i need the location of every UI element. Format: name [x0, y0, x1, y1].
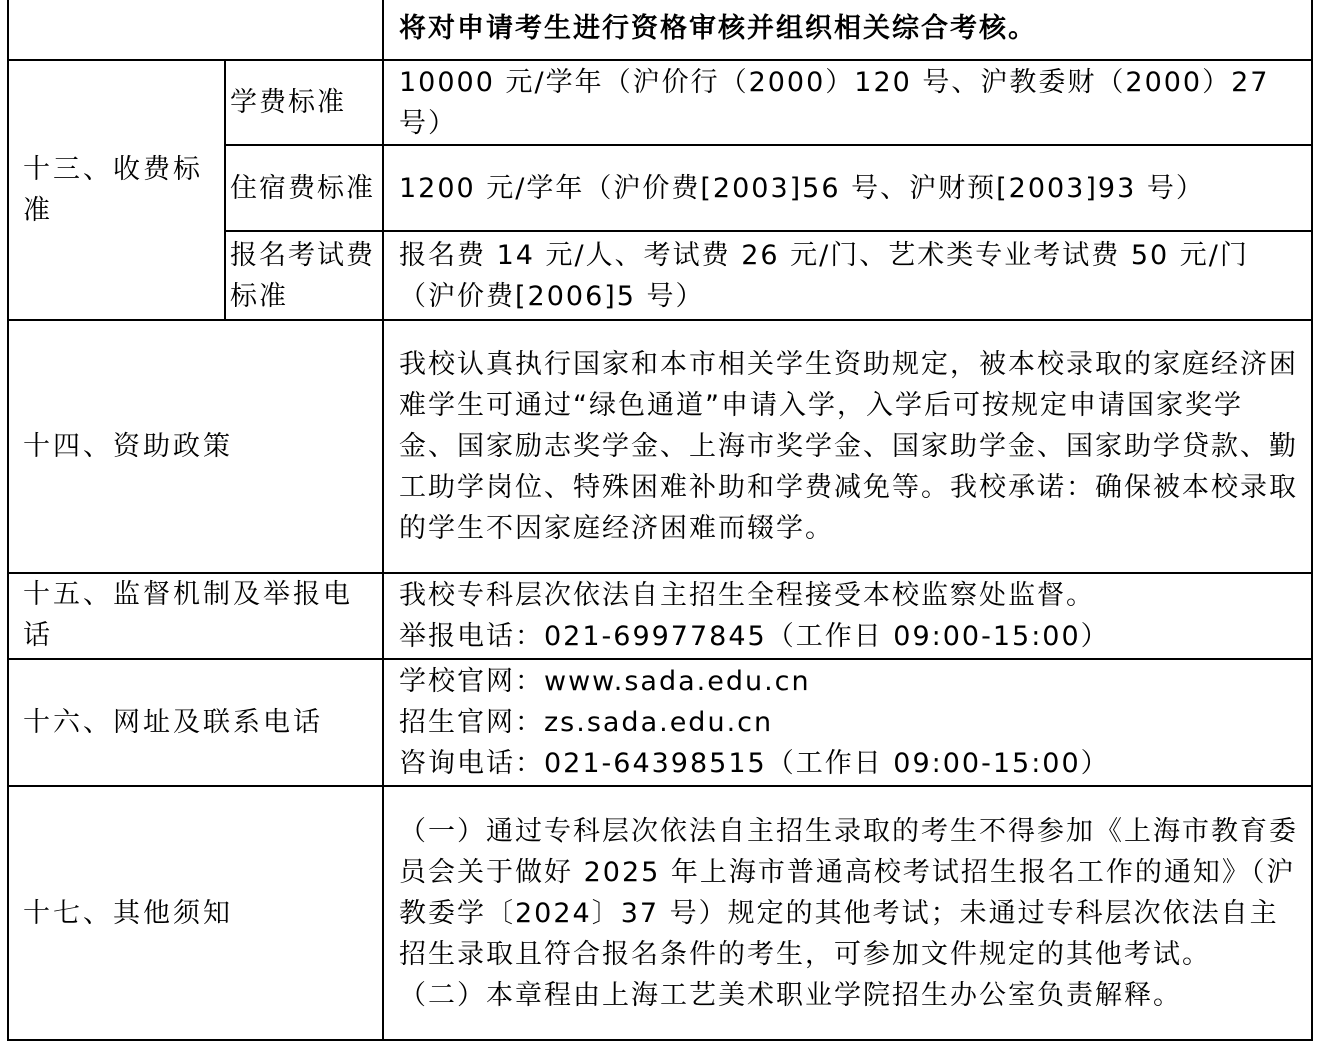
- table-row-contact: [8, 659, 1312, 786]
- housing-text: 1200 元/学年（沪价费[2003]56 号、沪财预[2003]93 号）: [383, 145, 1312, 231]
- tuition-text: 10000 元/学年（沪价行（2000）120 号、沪教委财（2000）27 号）: [383, 60, 1312, 145]
- table-row-tuition: [8, 60, 1312, 145]
- admissions-website-text: 招生官网：zs.sada.edu.cn: [399, 707, 774, 738]
- other-section-label: 十七、其他须知: [8, 786, 383, 1040]
- aid-section-label: 十四、资助政策: [8, 320, 383, 573]
- school-website-text: 学校官网：www.sada.edu.cn: [399, 666, 811, 697]
- table-row-other: [8, 786, 1312, 1040]
- supervision-text: 我校专科层次依法自主招生全程接受本校监察处监督。: [399, 580, 1095, 611]
- table-row-aid: [8, 320, 1312, 573]
- inquiry-phone-text: 咨询电话：021-64398515（工作日 09:00-15:00）: [399, 748, 1110, 779]
- other-paragraph-2: （二）本章程由上海工艺美术职业学院招生办公室负责解释。: [399, 979, 1182, 1011]
- intro-text: 将对申请考生进行资格审核并组织相关综合考核。: [383, 0, 1312, 60]
- contact-cell: [383, 659, 1312, 786]
- contact-section-label: 十六、网址及联系电话: [8, 659, 383, 786]
- table-row-supervision: [8, 573, 1312, 659]
- supervision-section-label: 十五、监督机制及举报电话: [8, 573, 383, 659]
- exam-fee-text: 报名费 14 元/人、考试费 26 元/门、艺术类专业考试费 50 元/门（沪价费[2006]5 号）: [383, 231, 1312, 320]
- fees-section-label: 十三、收费标准: [8, 60, 225, 320]
- table-row-intro: [8, 0, 1312, 60]
- supervision-cell: [383, 573, 1312, 659]
- intro-label-cell: [8, 0, 383, 60]
- other-paragraph-1: （一）通过专科层次依法自主招生录取的考生不得参加《上海市教育委员会关于做好 2025 年上海市普通高校考试招生报名工作的通知》（沪教委学〔2024〕37 号）规定的其他考试；未通过专科层次依法自主招生录取且符合报名条件的考生，可参加文件规定的其他考试。: [399, 815, 1298, 970]
- admissions-regulation-table: [7, 0, 1313, 1041]
- report-phone-text: 举报电话：021-69977845（工作日 09:00-15:00）: [399, 621, 1110, 652]
- other-cell: [383, 786, 1312, 1040]
- housing-label: 住宿费标准: [225, 145, 383, 231]
- tuition-label: 学费标准: [225, 60, 383, 145]
- aid-text: 我校认真执行国家和本市相关学生资助规定，被本校录取的家庭经济困难学生可通过“绿色通道”申请入学，入学后可按规定申请国家奖学金、国家励志奖学金、上海市奖学金、国家助学金、国家助学贷款、勤工助学岗位、特殊困难补助和学费减免等。我校承诺：确保被本校录取的学生不因家庭经济困难而辍学。: [383, 320, 1312, 573]
- exam-fee-label: 报名考试费标准: [225, 231, 383, 320]
